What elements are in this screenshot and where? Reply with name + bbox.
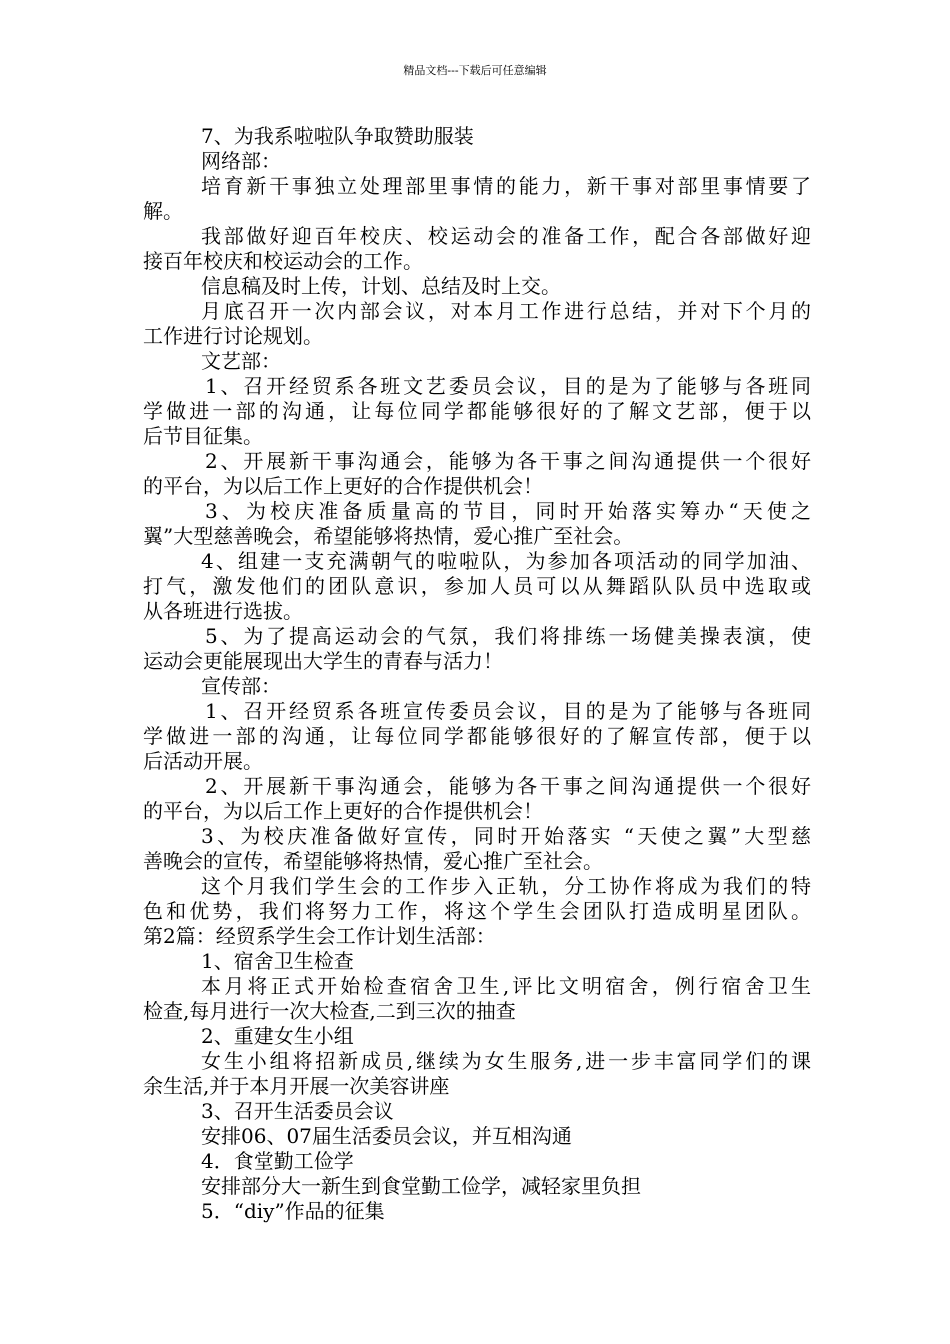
- text-line: 色和优势，我们将努力工作，将这个学生会团队打造成明星团队。: [143, 899, 811, 923]
- text-line: 学做进一部的沟通，让每位同学都能够很好的了解文艺部，便于以: [143, 399, 811, 423]
- page-header: 精品文档---下载后可任意编辑: [403, 64, 547, 77]
- text-line: 这个月我们学生会的工作步入正轨，分工协作将成为我们的特: [201, 874, 811, 898]
- text-line: 文艺部：: [201, 349, 281, 373]
- text-line: 3、为校庆准备质量高的节目，同时开始落实筹办“天使之: [205, 499, 811, 523]
- text-line: 2、开展新干事沟通会，能够为各干事之间沟通提供一个很好: [205, 774, 811, 798]
- text-line: 信息稿及时上传，计划、总结及时上交。: [201, 274, 561, 298]
- text-line: 学做进一部的沟通，让每位同学都能够很好的了解宣传部，便于以: [143, 724, 811, 748]
- text-line: 安排06、07届生活委员会议，并互相沟通: [201, 1124, 572, 1148]
- text-line: 安排部分大一新生到食堂勤工俭学，减轻家里负担: [201, 1174, 641, 1198]
- text-line: 4、组建一支充满朝气的啦啦队，为参加各项活动的同学加油、: [201, 549, 811, 573]
- text-line: 1、召开经贸系各班文艺委员会议，目的是为了能够与各班同: [205, 374, 811, 398]
- text-line: 解。: [143, 199, 183, 223]
- text-line: 的平台，为以后工作上更好的合作提供机会！: [143, 799, 543, 823]
- text-line: 网络部：: [201, 149, 281, 173]
- text-line: 2、重建女生小组: [201, 1024, 354, 1048]
- document-body: [143, 124, 811, 1224]
- text-line: 宣传部：: [201, 674, 281, 698]
- text-line: 后节目征集。: [143, 424, 263, 448]
- text-line: 5．“diy”作品的征集: [201, 1199, 385, 1223]
- text-line: 第2篇：经贸系学生会工作计划生活部：: [143, 924, 496, 948]
- text-line: 后活动开展。: [143, 749, 263, 773]
- text-line: 3、召开生活委员会议: [201, 1099, 394, 1123]
- text-line: 打气，激发他们的团队意识，参加人员可以从舞蹈队队员中选取或: [143, 574, 811, 598]
- text-line: 我部做好迎百年校庆、校运动会的准备工作，配合各部做好迎: [201, 224, 811, 248]
- text-line: 接百年校庆和校运动会的工作。: [143, 249, 423, 273]
- text-line: 工作进行讨论规划。: [143, 324, 323, 348]
- text-line: 检查,每月进行一次大检查,二到三次的抽查: [143, 999, 516, 1023]
- text-line: 翼”大型慈善晚会，希望能够将热情，爱心推广至社会。: [143, 524, 634, 548]
- text-line: 女生小组将招新成员,继续为女生服务,进一步丰富同学们的课: [201, 1049, 811, 1073]
- text-line: 2、开展新干事沟通会，能够为各干事之间沟通提供一个很好: [205, 449, 811, 473]
- text-line: 善晚会的宣传，希望能够将热情，爱心推广至社会。: [143, 849, 603, 873]
- text-line: 从各班进行选拔。: [143, 599, 303, 623]
- text-line: 7、为我系啦啦队争取赞助服装: [201, 124, 474, 148]
- text-line: 1、召开经贸系各班宣传委员会议，目的是为了能够与各班同: [205, 699, 811, 723]
- text-line: 的平台，为以后工作上更好的合作提供机会！: [143, 474, 543, 498]
- text-line: 本月将正式开始检查宿舍卫生,评比文明宿舍，例行宿舍卫生: [201, 974, 811, 998]
- text-line: 4．食堂勤工俭学: [201, 1149, 354, 1173]
- text-line: 3、为校庆准备做好宣传，同时开始落实 “天使之翼”大型慈: [201, 824, 811, 848]
- text-line: 1、宿舍卫生检查: [201, 949, 354, 973]
- text-line: 月底召开一次内部会议，对本月工作进行总结，并对下个月的: [201, 299, 811, 323]
- text-line: 余生活,并于本月开展一次美容讲座: [143, 1074, 450, 1098]
- text-line: 5、为了提高运动会的气氛，我们将排练一场健美操表演，使: [205, 624, 811, 648]
- text-line: 培育新干事独立处理部里事情的能力，新干事对部里事情要了: [201, 174, 811, 198]
- text-line: 运动会更能展现出大学生的青春与活力！: [143, 649, 503, 673]
